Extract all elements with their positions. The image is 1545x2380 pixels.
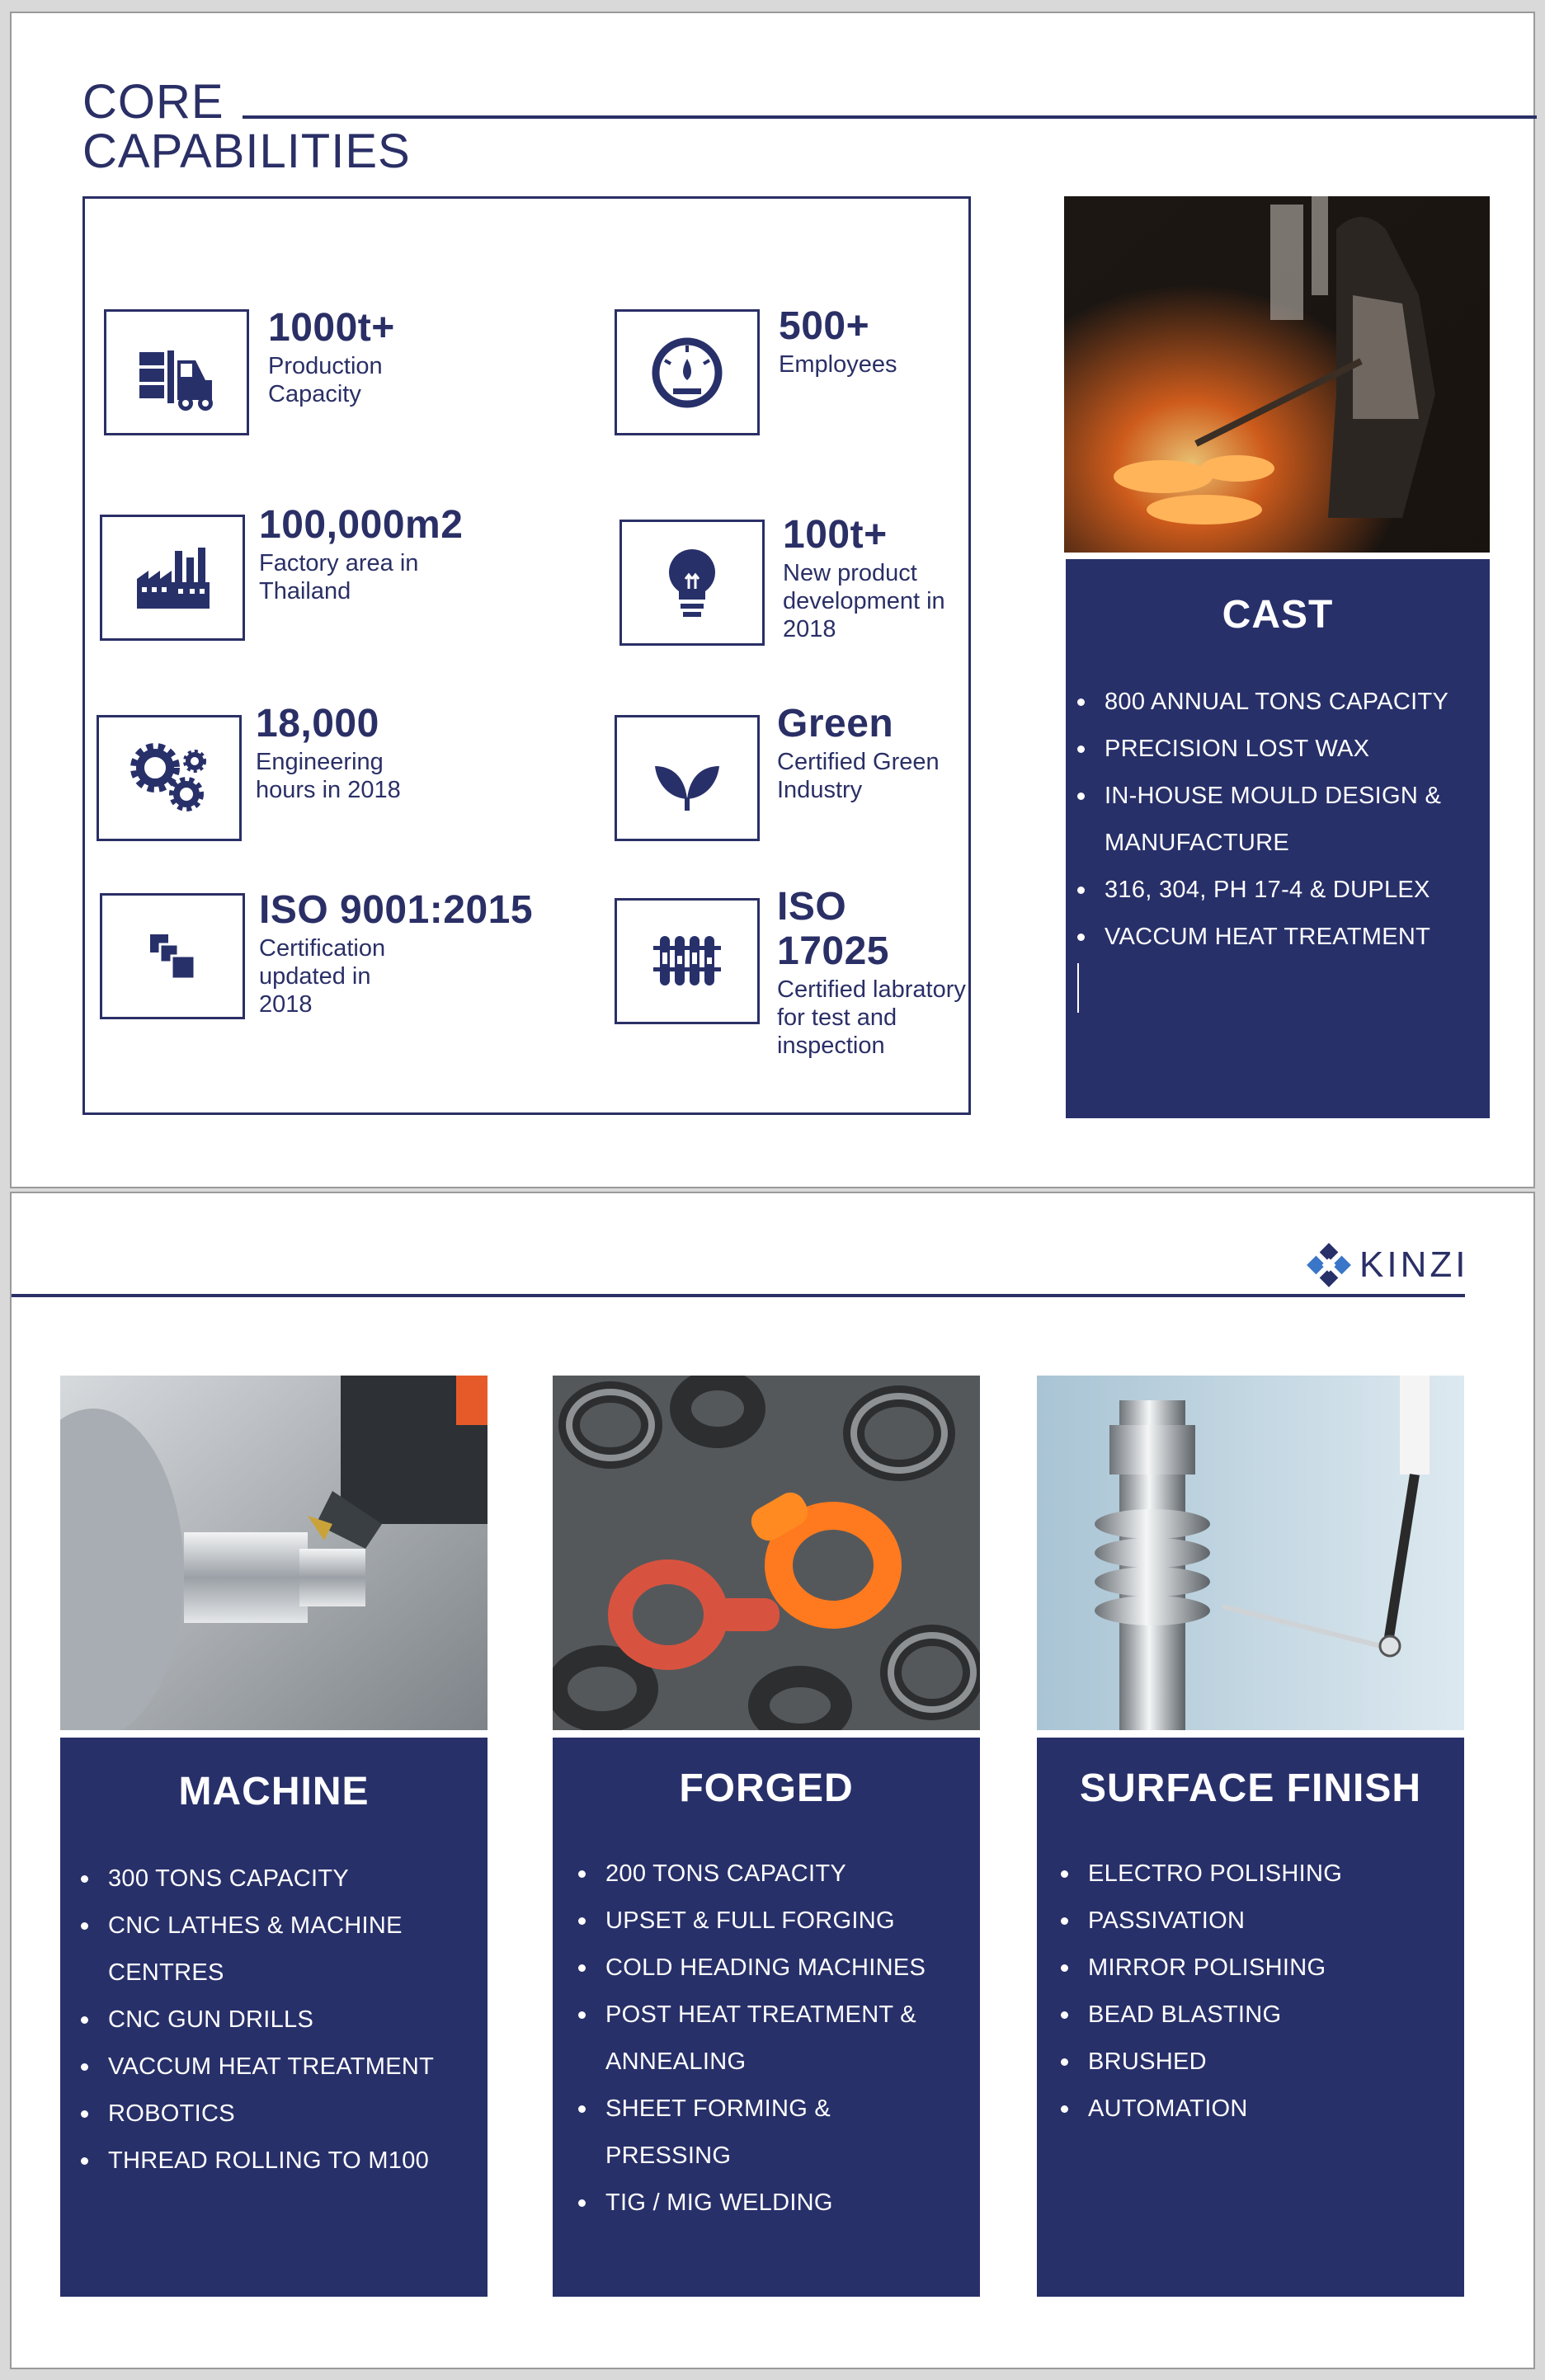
list-item: CNC LATHES & MACHINE CENTRES (108, 1903, 463, 1997)
machining-photo (60, 1376, 488, 1730)
list-item: BRUSHED (1088, 2039, 1443, 2086)
stat-label: Factory area in Thailand (259, 550, 419, 604)
list-item: VACCUM HEAT TREATMENT (1105, 914, 1467, 961)
leaf-icon (615, 715, 760, 841)
list-item: ELECTRO POLISHING (1088, 1851, 1443, 1898)
stat-value: Green (777, 702, 894, 746)
stat-value: ISO 9001:2015 (259, 888, 534, 932)
core-capabilities-page (10, 12, 1535, 1188)
list-item: AUTOMATION (1088, 2086, 1443, 2133)
list-item: TIG / MIG WELDING (605, 2180, 960, 2227)
stat-iso-9001 (259, 888, 533, 1018)
stat-production (268, 306, 417, 408)
cast-card (1066, 559, 1490, 1118)
surface-finish-list (1037, 1851, 1443, 2133)
title-line-2: CAPABILITIES (82, 125, 411, 178)
surface-finish-photo (1037, 1376, 1464, 1730)
stat-label: Certified labratory for test and inspection (777, 976, 966, 1059)
stat-value: 100,000m2 (259, 503, 464, 547)
forged-card (553, 1738, 980, 2297)
layers-icon (100, 893, 245, 1019)
list-item: VACCUM HEAT TREATMENT (108, 2044, 463, 2091)
list-item: BEAD BLASTING (1088, 1992, 1443, 2039)
forged-list (553, 1851, 960, 2227)
processes-page (10, 1192, 1535, 2369)
stat-new-products (783, 513, 964, 643)
list-item: POST HEAT TREATMENT & ANNEALING (605, 1992, 960, 2086)
machine-list (60, 1856, 463, 2185)
page-title (82, 75, 411, 178)
gears-icon (97, 715, 242, 841)
cast-list (1066, 679, 1467, 961)
stat-employees (779, 304, 897, 379)
list-item: ROBOTICS (108, 2091, 463, 2138)
surface-finish-title: SURFACE FINISH (1079, 1766, 1422, 1810)
forklift-icon (104, 309, 249, 435)
list-item: PRECISION LOST WAX (1105, 726, 1467, 773)
stat-label: Employees (779, 351, 897, 378)
list-item: 800 ANNUAL TONS CAPACITY (1105, 679, 1467, 726)
stat-value: 500+ (779, 304, 870, 348)
stat-green (777, 702, 950, 804)
stat-label: Production Capacity (268, 353, 383, 407)
stat-value: 1000t+ (268, 306, 395, 350)
stat-iso-17025 (777, 885, 968, 1060)
stat-value: ISO 17025 (777, 885, 889, 973)
machine-card (60, 1738, 488, 2297)
cast-title: CAST (1222, 593, 1334, 637)
stat-label: Certification updated in 2018 (259, 935, 386, 1018)
stat-engineering-hours (256, 702, 421, 804)
list-item: 316, 304, PH 17-4 & DUPLEX (1105, 867, 1467, 914)
list-item: SHEET FORMING & PRESSING (605, 2086, 960, 2180)
forged-title: FORGED (679, 1766, 854, 1810)
stats-panel (82, 196, 971, 1115)
text-cursor (1077, 963, 1079, 1013)
machine-title: MACHINE (178, 1770, 370, 1813)
surface-finish-card (1037, 1738, 1464, 2297)
kinzi-logo-icon (1307, 1243, 1351, 1287)
title-rule (243, 115, 1537, 119)
list-item: COLD HEADING MACHINES (605, 1945, 960, 1992)
header-rule (12, 1294, 1465, 1297)
stat-label: New product development in 2018 (783, 560, 945, 642)
gauge-icon (615, 309, 760, 435)
stat-label: Engineering hours in 2018 (256, 749, 401, 803)
factory-icon (100, 515, 245, 641)
test-tubes-icon (615, 898, 760, 1024)
list-item: PASSIVATION (1088, 1898, 1443, 1945)
list-item: CNC GUN DRILLS (108, 1997, 463, 2044)
stat-label: Certified Green Industry (777, 749, 940, 803)
list-item: UPSET & FULL FORGING (605, 1898, 960, 1945)
stat-value: 18,000 (256, 702, 379, 746)
list-item: MIRROR POLISHING (1088, 1945, 1443, 1992)
list-item: 300 TONS CAPACITY (108, 1856, 463, 1903)
list-item: 200 TONS CAPACITY (605, 1851, 960, 1898)
list-item: THREAD ROLLING TO M100 (108, 2138, 463, 2185)
foundry-photo (1064, 196, 1490, 553)
kinzi-logo (1307, 1243, 1468, 1287)
logo-text: KINZI (1359, 1244, 1469, 1285)
forging-photo (553, 1376, 980, 1730)
title-line-1: CORE (82, 75, 224, 129)
stat-factory-area (259, 503, 463, 605)
lightbulb-icon (619, 520, 765, 646)
list-item: IN-HOUSE MOULD DESIGN & MANUFACTURE (1105, 773, 1467, 867)
stat-value: 100t+ (783, 513, 888, 557)
